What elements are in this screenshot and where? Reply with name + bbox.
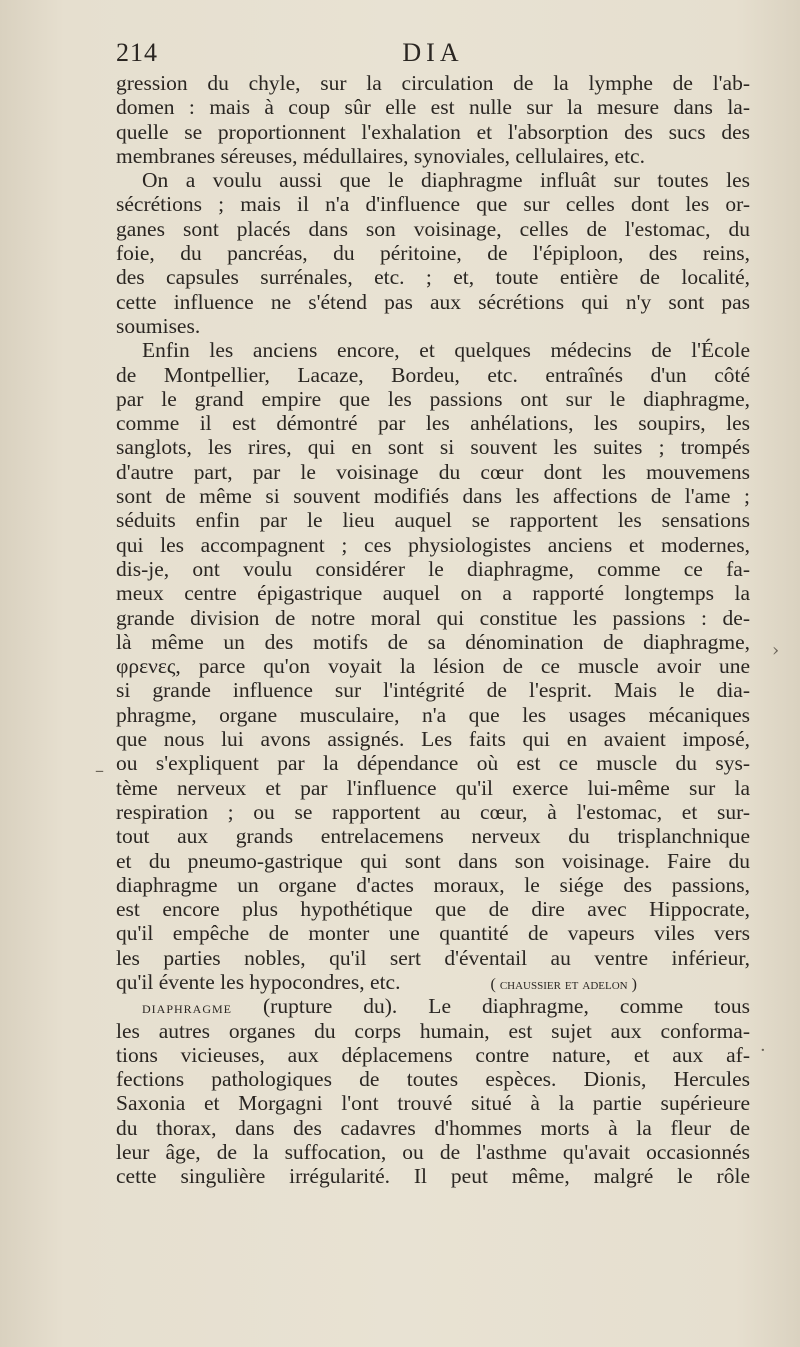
text-line: d'autre part, par le voisinage du cœur dont les mouvemens [116,459,750,484]
text-line: si grande influence sur l'intégrité de l'esprit. Mais le dia- [116,678,750,703]
text-line: tème nerveux et par l'influence qu'il exerce lui-même sur la [116,775,750,800]
text-line: cette influence ne s'étend pas aux sécrétions qui n'y sont pas [116,289,750,314]
text-line: les autres organes du corps humain, est sujet aux conforma- [116,1018,750,1043]
text-line-with-attribution [116,970,750,994]
text-line: qui les accompagnent ; ces physiologistes anciens et modernes, [116,532,750,557]
text-line: diaphragme un organe d'actes moraux, le siége des passions, [116,872,750,897]
text-line: gression du chyle, sur la circulation de la lymphe de l'ab- [116,71,750,95]
text-line: du thorax, dans des cadavres d'hommes morts à la fleur de [116,1115,750,1140]
text-line: comme il est démontré par les anhélations, les soupirs, les [116,411,750,436]
running-head: DIA [402,38,464,67]
margin-speck: · [760,1040,766,1061]
text-line: qu'il évente les hypocondres, etc. [116,969,401,994]
text-line: φρενες, parce qu'on voyait la lésion de ce muscle avoir une [116,654,750,679]
text-line: phragme, organe musculaire, n'a que les usages mécaniques [116,702,750,727]
text-line: là même un des motifs de sa dénomination de diaphragme, [116,629,750,654]
margin-speck: › [772,640,780,661]
page-header [116,38,750,68]
text-line: les parties nobles, qu'il sert d'éventail au ventre inférieur, [116,945,750,970]
text-line: quelle se proportionnent l'exhalation et l'absorption des sucs des [116,119,750,144]
body-text [116,71,750,1189]
text-line: leur âge, de la suffocation, ou de l'asthme qu'avait occasionnés [116,1140,750,1165]
text-line: par le grand empire que les passions ont sur le diaphragme, [116,386,750,411]
text-line: On a voulu aussi que le diaphragme influât sur toutes les [142,168,750,193]
text-line: Saxonia et Morgagni l'ont trouvé situé à la partie supérieure [116,1091,750,1116]
text-line: fections pathologiques de toutes espèces. Dionis, Hercules [116,1067,750,1092]
text-line: de Montpellier, Lacaze, Bordeu, etc. entraînés d'un côté [116,362,750,387]
text-line: est encore plus hypothétique que de dire avec Hippocrate, [116,897,750,922]
text-line: Enfin les anciens encore, et quelques médecins de l'École [142,338,750,363]
author-attribution: ( chaussier et adelon ) [490,975,637,993]
page-number: 214 [116,38,158,67]
text-line: meux centre épigastrique auquel on a rapporté longtemps la [116,581,750,606]
entry-headword: diaphragme [142,998,233,1018]
text-line: sécrétions ; mais il n'a d'influence que sur celles dont les or- [116,192,750,217]
entry-heading-rest: (rupture du). Le diaphragme, comme tous [232,994,750,1019]
text-line: qu'il empêche de monter une quantité de vapeurs viles vers [116,921,750,946]
entry-heading-line [116,994,750,1018]
text-line: que nous lui avons assignés. Les faits qui en avaient imposé, [116,727,750,752]
text-line: des capsules surrénales, etc. ; et, toute entière de localité, [116,265,750,290]
text-line: ou s'expliquent par la dépendance où est ce muscle du sys- [116,751,750,776]
text-line: respiration ; ou se rapportent au cœur, à l'estomac, et sur- [116,799,750,824]
margin-speck: – [95,760,104,781]
text-line: soumises. [116,313,201,338]
text-line: membranes séreuses, médullaires, synoviales, cellulaires, etc. [116,143,645,168]
text-line: tions vicieuses, aux déplacemens contre nature, et aux af- [116,1042,750,1067]
text-line: séduits enfin par le lieu auquel se rapportent les sensations [116,508,750,533]
text-line: sont de même si souvent modifiés dans les affections de l'ame ; [116,484,750,509]
text-line: domen : mais à coup sûr elle est nulle sur la mesure dans la- [116,95,750,120]
text-line: sanglots, les rires, qui en sont si souvent les suites ; trompés [116,435,750,460]
text-line: grande division de notre moral qui constitue les passions : de- [116,605,750,630]
text-line: dis-je, ont voulu considérer le diaphragme, comme ce fa- [116,556,750,581]
text-line: cette singulière irrégularité. Il peut même, malgré le rôle [116,1164,750,1189]
text-line: ganes sont placés dans son voisinage, celles de l'estomac, du [116,216,750,241]
text-line: tout aux grands entrelacemens nerveux du trisplanchnique [116,824,750,849]
text-line: et du pneumo-gastrique qui sont dans son voisinage. Faire du [116,848,750,873]
text-line: foie, du pancréas, du péritoine, de l'épiploon, des reins, [116,241,750,266]
